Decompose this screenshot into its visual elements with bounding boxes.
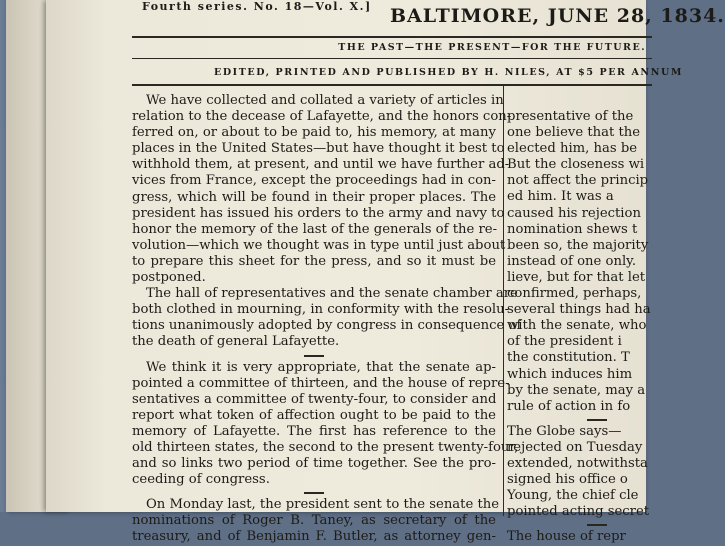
main-column (132, 93, 522, 546)
text-line: to prepare this sheet for the press, and so it must be (132, 253, 496, 269)
text-line: ed him. It was a (507, 189, 614, 205)
text-line: confirmed, perhaps, (507, 286, 642, 302)
series-volume-line: Fourth series. No. 18—Vol. X.] (142, 0, 372, 13)
text-line: Young, the chief cle (507, 488, 639, 504)
text-line: But the closeness wi (507, 157, 645, 173)
text-line: places in the United States—but have thought it best to (132, 141, 505, 157)
paragraph-house (507, 529, 687, 545)
text-line: elected him, has be (507, 141, 638, 157)
text-line: not affect the princip (507, 173, 649, 189)
section-dash (304, 355, 324, 357)
text-line: both clothed in mourning, in conformity with the resolu- (132, 302, 510, 318)
text-line: pointed a committee of thirteen, and the house of repre- (132, 375, 510, 391)
text-line: memory of Lafayette. The first has reference to the (132, 423, 496, 439)
text-line: the death of general Lafayette. (132, 334, 340, 350)
masthead-rule-bottom (132, 84, 652, 86)
text-line: the constitution. T (507, 350, 630, 366)
text-line: pointed acting secret (507, 504, 650, 520)
text-line: ferred on, or about to be paid to, his memory, at many (132, 125, 496, 141)
text-line: honor the memory of the last of the generals of the re- (132, 221, 498, 237)
side-column (507, 109, 687, 545)
text-line: been so, the majority (507, 237, 649, 253)
text-line: extended, notwithsta (507, 455, 648, 471)
paragraph-committees (132, 359, 519, 489)
newspaper-page (46, 0, 725, 545)
text-line: relation to the decease of Lafayette, and the honors con- (132, 109, 512, 125)
text-line: one believe that the (507, 125, 641, 141)
text-line: withhold them, at present, and until we have further ad- (132, 157, 510, 173)
text-line: On Monday last, the president sent to the senate the (146, 497, 500, 513)
text-line: tions unanimously adopted by congress in consequence of (132, 318, 522, 334)
text-line: rejected on Tuesday (507, 439, 643, 455)
text-line: treasury, and of Benjamin F. Butler, as attorney gen- (132, 529, 496, 545)
text-line: vices from France, except the proceedings had in con- (132, 173, 496, 189)
text-line: several things had ha (507, 302, 651, 318)
text-line: president has issued his orders to the army and navy to (132, 205, 505, 221)
text-line: presentative of the (507, 109, 634, 124)
text-line: The hall of representatives and the senate chamber are (146, 286, 518, 302)
paragraph-globe (507, 424, 687, 521)
text-line: sentatives a committee of twenty-four, to consider and (132, 391, 497, 407)
text-line: volution—which we thought was in type until just about (132, 237, 506, 253)
text-line: of the president i (507, 334, 622, 350)
editor-line: EDITED, PRINTED AND PUBLISHED BY H. NILES, AT $5 PER ANNUM (214, 67, 683, 78)
text-line: by the senate, may a (507, 382, 646, 398)
text-line: The Globe says— (507, 423, 622, 439)
masthead-rule-top (132, 36, 652, 38)
section-dash (587, 524, 607, 526)
paragraph-mourning (132, 286, 522, 350)
paragraph-side-nomination (507, 109, 687, 415)
text-line: report what token of affection ought to be paid to the (132, 407, 496, 423)
paragraph-nominations (132, 497, 500, 545)
section-dash (587, 419, 607, 421)
text-line: ceeding of congress. (132, 472, 270, 488)
text-line: signed his office o (507, 472, 628, 488)
text-line: The house of repr (507, 529, 626, 545)
text-line: gress, which will be found in their proper places. The (132, 189, 496, 205)
text-line: nominations of Roger B. Taney, as secretary of the (132, 513, 496, 529)
text-line: which induces him (507, 366, 633, 382)
masthead-rule-middle (132, 58, 652, 59)
text-line: caused his rejection (507, 205, 641, 221)
section-dash (304, 492, 324, 494)
paragraph-lafayette-articles (132, 93, 512, 286)
text-line: postponed. (132, 270, 206, 286)
text-line: rule of action in fo (507, 398, 631, 414)
text-line: lieve, but for that let (507, 269, 646, 285)
text-line: We think it is very appropriate, that the senate ap- (146, 359, 496, 375)
motto-line: THE PAST—THE PRESENT—FOR THE FUTURE. (338, 42, 646, 53)
text-line: with the senate, who (507, 318, 647, 334)
text-line: We have collected and collated a variety of articles in (146, 93, 504, 108)
text-line: and so links two period of time together. See the pro- (132, 456, 496, 472)
text-line: instead of one only. (507, 253, 637, 269)
text-line: old thirteen states, the second to the present twenty-four, (132, 439, 519, 455)
text-line: nomination shews t (507, 221, 638, 237)
city-date-line: BALTIMORE, JUNE 28, 1834. (390, 5, 725, 27)
